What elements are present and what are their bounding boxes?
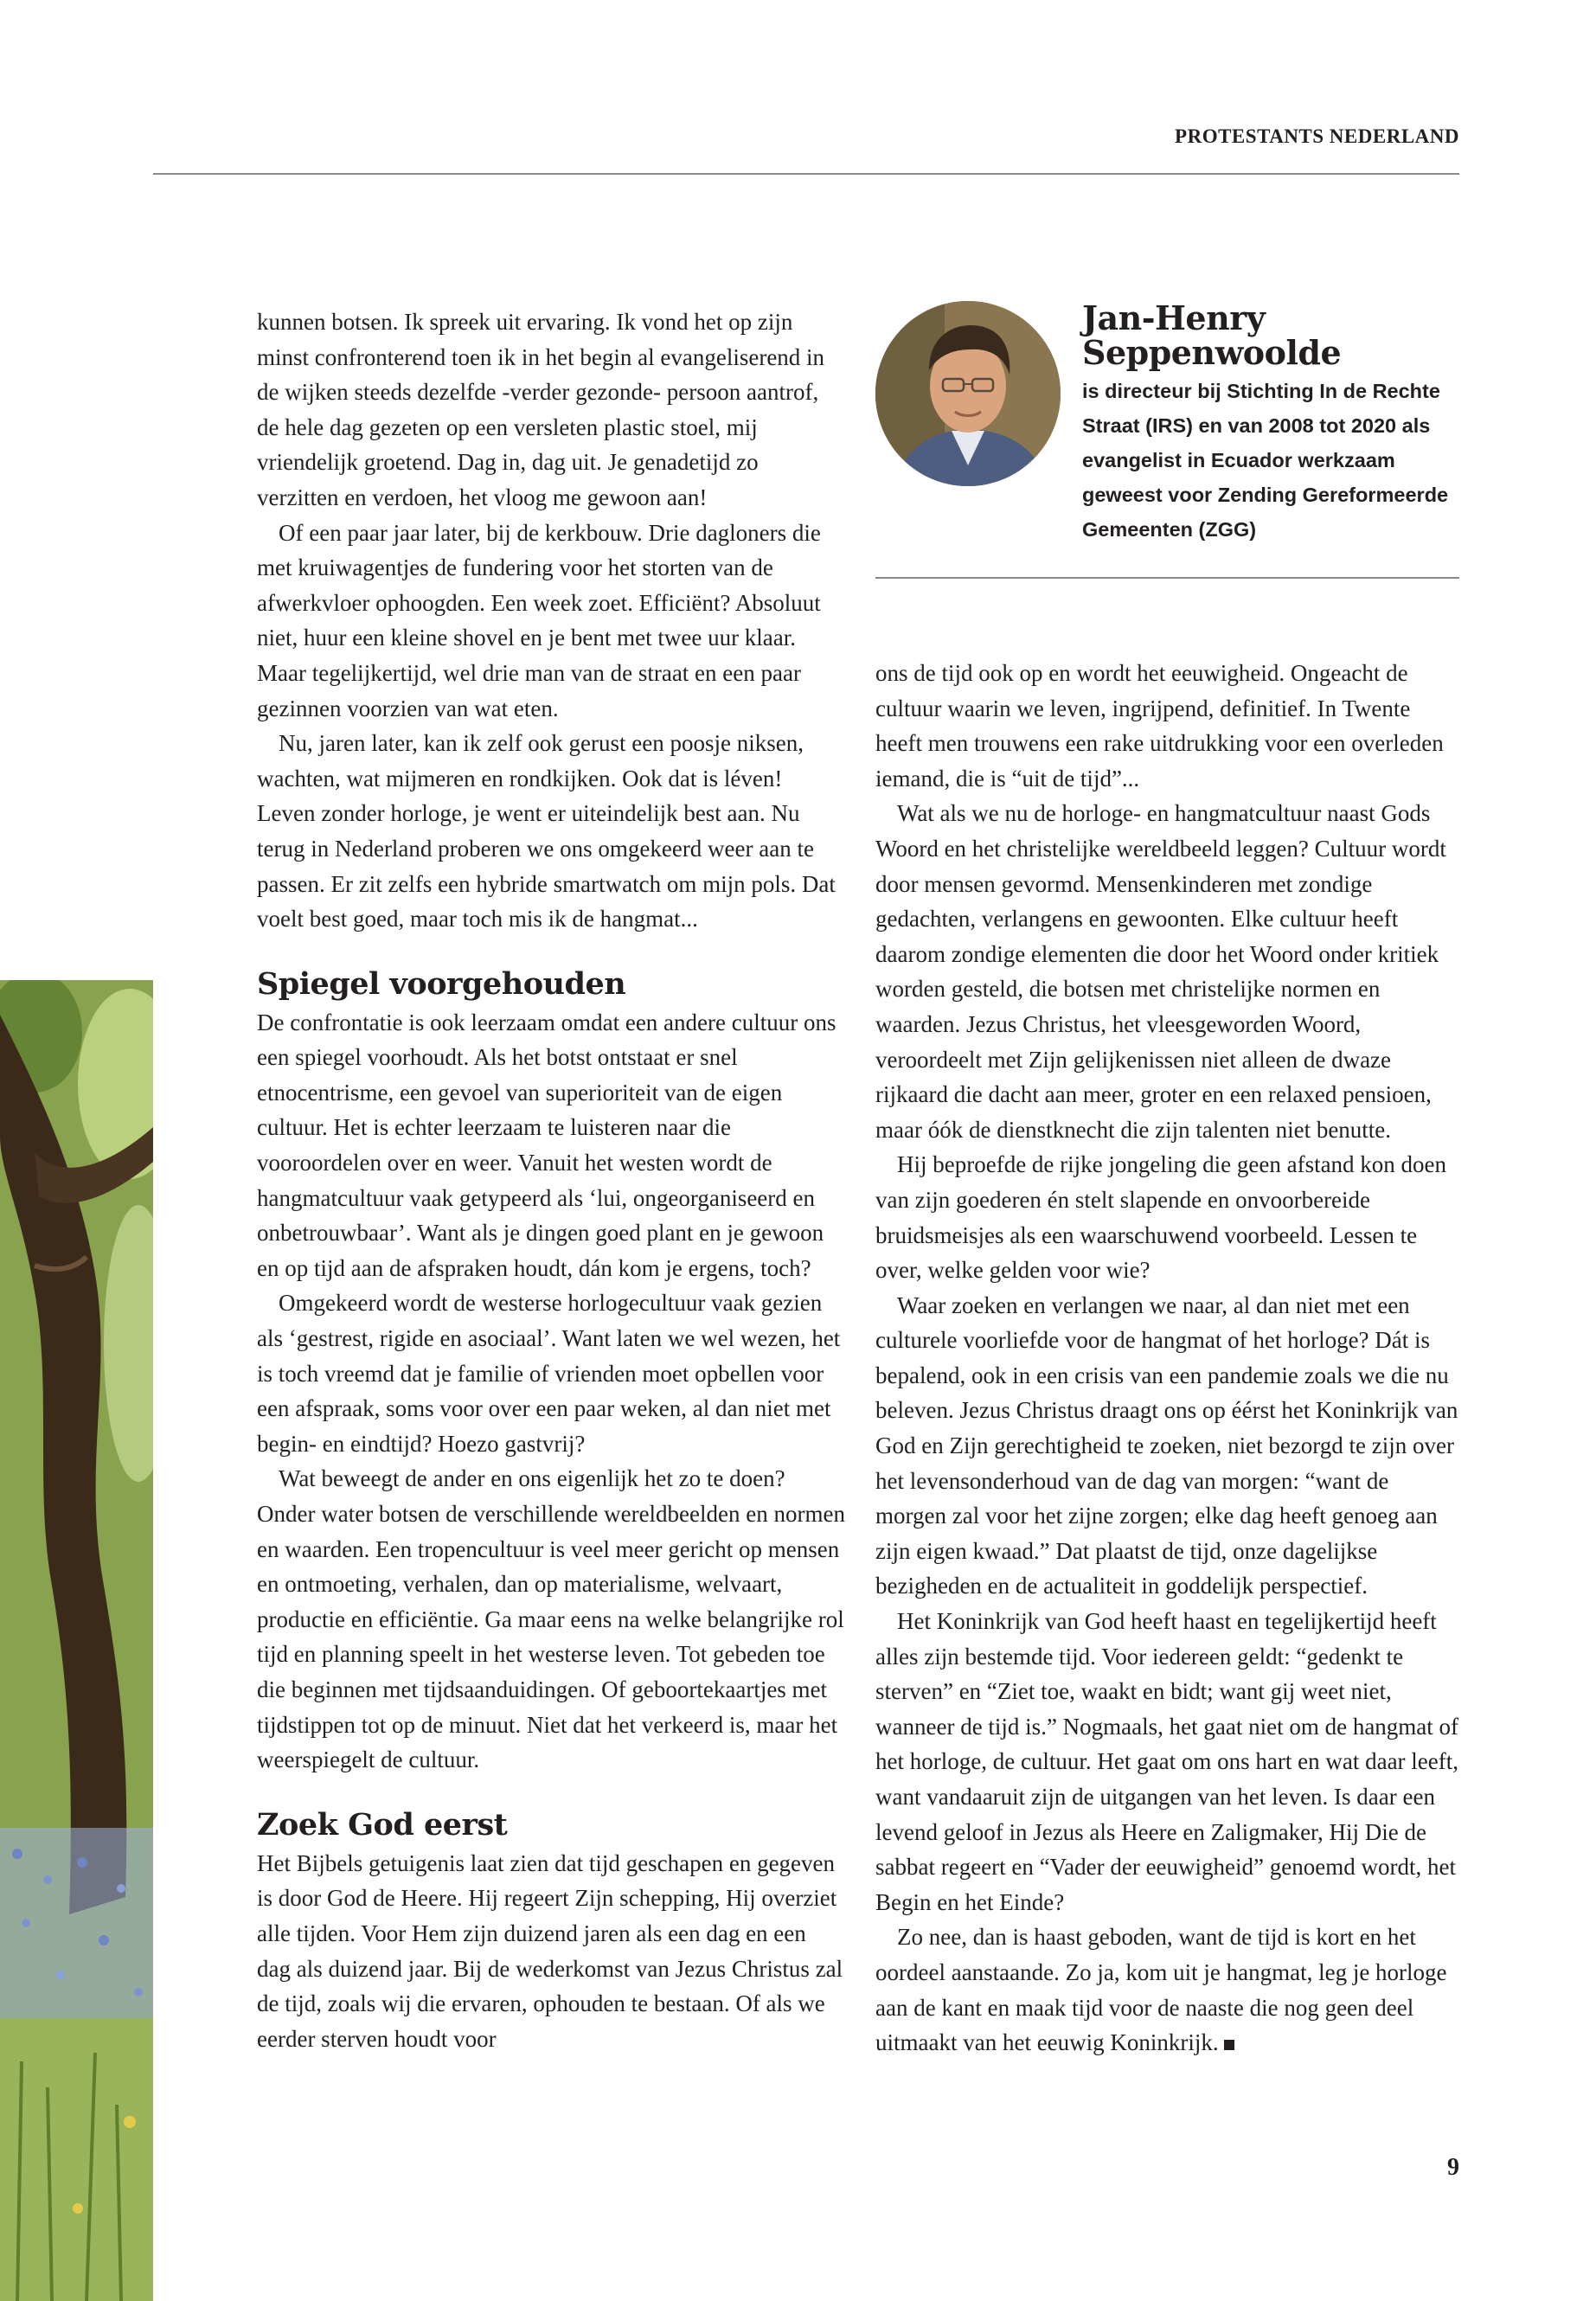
body-paragraph: Of een paar jaar later, bij de kerkbouw. Drie dagloners die met kruiwagentjes de fundering voor het storten van de afwerkvloer ophoogden. Een week zoet. Efficiënt? Absoluut niet, huur een kleine shovel en je bent met twee uur klaar. Maar tegelijkertijd, wel drie man van de straat en een paar gezinnen voorzien van wat eten.: [257, 519, 821, 721]
right-column: [875, 656, 1459, 2061]
closing-paragraph: [875, 1920, 1459, 2060]
body-paragraph: Het Koninkrijk van God heeft haast en tegelijkertijd heeft alles zijn bestemde tijd. Voor iedereen geldt: “gedenkt te sterven” en “Ziet toe, waakt en bidt; want gij weet niet, wanneer de tijd is.” Nogmaals, het gaat niet om de hangmat of het horloge, de cultuur. Het gaat om ons hart en wat daar leeft, want vandaaruit zijn de uitgangen van het leven. Is daar een levend geloof in Jezus als Heere en Zaligmaker, Hij Die de sabbat regeert en “Vader der eeuwigheid” genoemd wordt, het Begin en het Einde?: [875, 1608, 1459, 1915]
body-paragraph: ons de tijd ook op en wordt het eeuwigheid. Ongeacht de cultuur waarin we leven, ingrijpend, definitief. In Twente heeft men trouwens een rake uitdrukking voor een overleden iemand, die is “uit de tijd”...: [875, 660, 1444, 792]
end-of-article-mark: [1224, 2040, 1234, 2050]
body-paragraph: kunnen botsen. Ik spreek uit ervaring. Ik vond het op zijn minst confronterend toen ik in het begin al evangeliserend in de wijken steeds dezelfde -verder gezonde- persoon aantrof, de hele dag gezeten op een versleten plastic stoel, mij vriendelijk groetend. Dag in, dag uit. Je genadetijd zo verzitten en verdoen, het vloog me gewoon aan!: [257, 309, 825, 510]
publication-header: PROTESTANTS NEDERLAND: [1175, 125, 1459, 147]
body-paragraph: Waar zoeken en verlangen we naar, al dan niet met een culturele voorliefde voor de hangmat of het horloge? Dát is bepalend, ook in een crisis van een pandemie zoals we die nu beleven. Jezus Christus draagt ons op éérst het Koninkrijk van God en Zijn gerechtigheid te zoeken, niet bezorgd te zijn over het levensonderhoud van de dag van morgen: “want de morgen zal voor het zijne zorgen; elke dag heeft genoeg aan zijn eigen kwaad.” Dat plaatst de tijd, onze dagelijkse bezigheden en de actualiteit in goddelijk perspectief.: [875, 1292, 1458, 1599]
body-paragraph: De confrontatie is ook leerzaam omdat een andere cultuur ons een spiegel voorhoudt. Als het botst ontstaat er snel etnocentrisme, een gevoel van superioriteit van de eigen cultuur. Het is echter leerzaam te luisteren naar die vooroordelen over en weer. Vanuit het westen wordt de hangmatcultuur vaak getypeerd als ‘lui, ongeorganiseerd en onbetrouwbaar’. Want als je dingen goed plant en je gewoon en op tijd aan de afspraken houdt, dán kom je ergens, toch?: [257, 1009, 836, 1281]
author-name: Jan-Henry Seppenwoolde: [1082, 298, 1342, 372]
body-paragraph: Nu, jaren later, kan ik zelf ook gerust een poosje niksen, wachten, wat mijmeren en rondkijken. Ook dat is léven! Leven zonder horloge, je went er uiteindelijk best aan. Nu terug in Nederland proberen we ons omgekeerd weer aan te passen. Er zit zelfs een hybride smartwatch om mijn pols. Dat voelt best goed, maar toch mis ik de hangmat...: [257, 730, 836, 933]
body-paragraph: Wat als we nu de horloge- en hangmatcultuur naast Gods Woord en het christelijke wereldbeeld leggen? Cultuur wordt door mensen gevormd. Mensenkinderen met zondige gedachten, verlangens en gewoonten. Elke cultuur heeft daarom zondige elementen die door het Woord onder kritiek worden gesteld, die botsen met christelijke normen en waarden. Jezus Christus, het vleesgeworden Woord, veroordeelt met Zijn gelijkenissen niet alleen de dwaze rijkaard die dacht aan meer, groter en een relaxed pensioen, maar óók de dienstknecht die zijn talenten niet benutte.: [875, 800, 1446, 1143]
body-paragraph: Het Bijbels getuigenis laat zien dat tijd geschapen en gegeven is door God de Heere. Hij regeert Zijn schepping, Hij overziet alle tijden. Voor Hem zijn duizend jaren als een dag en een dag als duizend jaar. Bij de wederkomst van Jezus Christus zal de tijd, zoals wij die ervaren, ophouden te bestaan. Of als we eerder sterven houdt voor: [257, 1849, 843, 2052]
header-divider: [153, 173, 1459, 175]
tree-meadow-photo: [0, 980, 153, 2301]
section-heading: Zoek God eerst: [257, 1806, 508, 1843]
author-box: [875, 298, 1459, 569]
author-box-divider: [875, 577, 1459, 579]
left-column: [257, 304, 845, 2056]
author-bio: is directeur bij Stichting In de Rechte Straat (IRS) en van 2008 tot 2020 als evangelist in Ecuador werkzaam geweest voor Zending Gereformeerde Gemeenten (ZGG): [1082, 380, 1449, 541]
body-paragraph: Hij beproefde de rijke jongeling die geen afstand kon doen van zijn goederen én stelt slapende en onvoorbereide bruidsmeisjes als een waarschuwend voorbeeld. Lessen te over, welke gelden voor wie?: [875, 1151, 1447, 1284]
body-paragraph: Wat beweegt de ander en ons eigenlijk het zo te doen? Onder water botsen de verschillende wereldbeelden en normen en waarden. Een tropencultuur is veel meer gericht op mensen en ontmoeting, verhalen, dan op materialisme, welvaart, productie en efficiëntie. Ga maar eens na welke belangrijke rol tijd en planning speelt in het westerse leven. Tot gebeden toe die beginnen met tijdsaanduidingen. Of geboortekaartjes met tijdstippen tot op de minuut. Niet dat het verkeerd is, maar het weerspiegelt de cultuur.: [257, 1465, 845, 1773]
section-heading: Spiegel voorgehouden: [257, 965, 626, 1002]
body-paragraph: Omgekeerd wordt de westerse horlogecultuur vaak gezien als ‘gestrest, rigide en asociaal’. Want laten we wel wezen, het is toch vreemd dat je familie of vrienden moet opbellen voor een afspraak, soms voor over een paar weken, al dan niet met begin- en eindtijd? Hoezo gastvrij?: [257, 1290, 841, 1457]
author-portrait: [875, 301, 1061, 486]
page-number: 9: [1447, 2154, 1459, 2181]
closing-text: Zo nee, dan is haast geboden, want de tijd is kort en het oordeel aanstaande. Zo ja, kom uit je hangmat, leg je horloge aan de kant en maak tijd voor de naaste die nog geen deel uitmaakt van het eeuwig Koninkrijk.: [875, 1924, 1447, 2056]
